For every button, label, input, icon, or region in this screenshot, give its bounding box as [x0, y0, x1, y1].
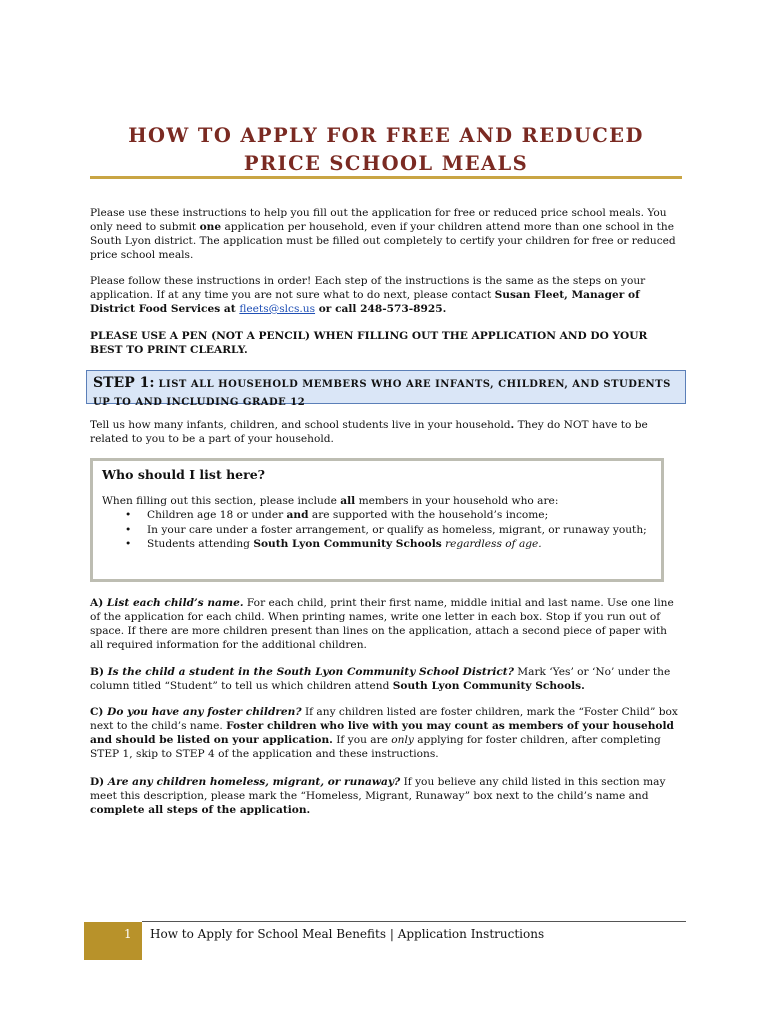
- bullet-icon: •: [125, 538, 132, 550]
- step-1-heading-cont: UP TO AND INCLUDING GRADE 12: [93, 397, 306, 408]
- footer-text: How to Apply for School Meal Benefits | Application Instructions: [150, 927, 545, 941]
- pen-instruction: PLEASE USE A PEN (NOT A PENCIL) WHEN FILLING OUT THE APPLICATION AND DO YOUR BEST TO PRINT CLEARLY.: [90, 330, 648, 356]
- section-b: B) Is the child a student in the South Lyon Community School District? Mark ‘Yes’ or ‘No’ under the column titled “Student” to tell us which children attend South Lyon Community Schools.: [90, 666, 671, 692]
- list-item: • Children age 18 or under and are supported with the household’s income;: [125, 509, 549, 521]
- footer-page-box: [84, 922, 142, 960]
- intro-paragraph-1: Please use these instructions to help you fill out the application for free or reduced price school meals. You only need to submit one application per household, even if your children attend more than one school in the South Lyon district. The application must be filled out completely to certify your children for free or reduced price school meals.: [90, 207, 676, 261]
- step-1-banner: [86, 370, 686, 408]
- who-should-i-list-box: [90, 458, 664, 582]
- who-bullet-list: [102, 508, 652, 552]
- who-box-title: Who should I list here?: [102, 467, 265, 482]
- page-title: [90, 122, 682, 178]
- step-1-label: STEP 1:: [93, 375, 155, 391]
- page-number: 1: [124, 927, 132, 941]
- list-item: • In your care under a foster arrangement, or qualify as homeless, migrant, or runaway youth;: [125, 523, 647, 536]
- contact-phone: or call 248-573-8925.: [315, 303, 447, 315]
- list-item: • Students attending South Lyon Community Schools regardless of age.: [125, 538, 542, 550]
- bullet-icon: •: [125, 509, 132, 521]
- intro-paragraph-2: Please follow these instructions in order! Each step of the instructions is the same as the steps on your application. If at any time you are not sure what to do next, please contact Susan Fleet, Manager of District Food Services at fleets@slcs.us or call 248-573-8925.: [90, 275, 646, 315]
- section-a: A) List each child’s name. For each child, print their first name, middle initial and last name. Use one line of the application for each child. When printing names, write one letter in each box. Stop if you run out of space. If there are more children present than lines on the application, attach a second piece of paper with all required information for the additional children.: [90, 597, 674, 651]
- who-box-intro: When filling out this section, please include all members in your household who are:: [102, 495, 559, 507]
- step-1-description: Tell us how many infants, children, and school students live in your household. They do NOT have to be related to you to be a part of your household.: [90, 419, 648, 445]
- title-line-1: HOW TO APPLY FOR FREE AND REDUCED: [128, 124, 644, 147]
- step-1-heading: LIST ALL HOUSEHOLD MEMBERS WHO ARE INFANTS, CHILDREN, AND STUDENTS: [154, 379, 671, 390]
- section-d: D) Are any children homeless, migrant, or runaway? If you believe any child listed in this section may meet this description, please mark the “Homeless, Migrant, Runaway” box next to the child’s name and complete all steps of the application.: [90, 776, 666, 816]
- contact-email-link[interactable]: fleets@slcs.us: [239, 303, 316, 315]
- bullet-icon: •: [125, 523, 132, 536]
- section-c: C) Do you have any foster children? If any children listed are foster children, mark the “Foster Child” box next to the child’s name. Foster children who live with you may count as members of your household and should be listed on your application. If you are only applying for foster children, after completing STEP 1, skip to STEP 4 of the application and these instructions.: [90, 706, 678, 760]
- title-rule: [90, 176, 682, 179]
- title-line-2: PRICE SCHOOL MEALS: [243, 152, 529, 175]
- footer-rule: [142, 921, 686, 922]
- contact-name: Susan Fleet, Manager of District Food Services at: [90, 289, 640, 315]
